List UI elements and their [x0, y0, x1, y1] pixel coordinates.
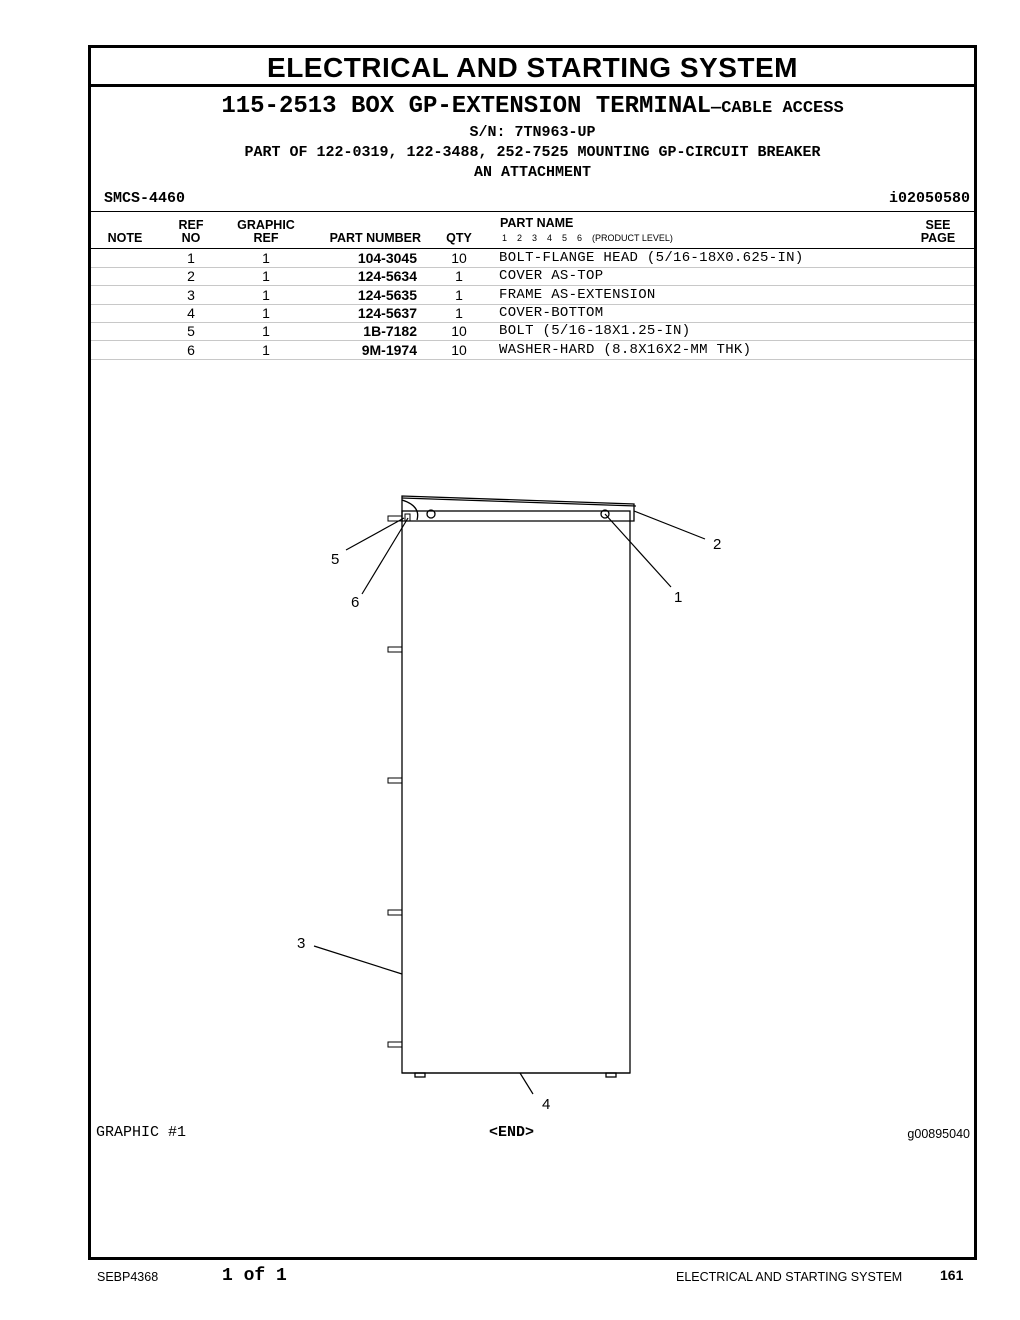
col-qty: QTY — [446, 231, 472, 245]
col-part-number: PART NUMBER — [329, 231, 421, 245]
graphic-ref: 1 — [262, 323, 270, 340]
quantity: 1 — [455, 286, 463, 303]
part-of-line: PART OF 122-0319, 122-3488, 252-7525 MOUNTING GP-CIRCUIT BREAKER — [244, 144, 821, 161]
col-see-line1: SEE — [925, 218, 951, 232]
footer-page-number: 161 — [940, 1267, 964, 1283]
part-name: COVER AS-TOP — [499, 268, 604, 285]
callout-labels — [297, 536, 721, 1113]
ref-no: 2 — [187, 268, 195, 285]
page-frame — [88, 45, 977, 1260]
end-marker: <END> — [489, 1124, 535, 1141]
part-number: 9M-1974 — [361, 341, 417, 358]
part-number: 104-3045 — [357, 250, 417, 266]
graphic-ref: 1 — [262, 268, 270, 285]
ref-no: 5 — [187, 323, 195, 340]
part-number: 1B-7182 — [363, 323, 417, 340]
ref-no: 6 — [187, 341, 195, 358]
footer-page-count: 1 of 1 — [222, 1266, 287, 1286]
col-note: NOTE — [107, 231, 143, 245]
part-name: BOLT (5/16-18X1.25-IN) — [499, 323, 691, 340]
attachment-line: AN ATTACHMENT — [473, 164, 592, 181]
serial-number: S/N: 7TN963-UP — [469, 124, 596, 141]
top-cover — [402, 496, 636, 521]
callout-5: 5 — [331, 551, 340, 568]
quantity: 10 — [451, 323, 467, 340]
quantity: 10 — [451, 250, 467, 266]
bolt-washer-assembly — [388, 514, 410, 1047]
graphic-ref: 1 — [262, 250, 270, 266]
group-suffix: —CABLE ACCESS — [711, 99, 844, 118]
footer-section: ELECTRICAL AND STARTING SYSTEM — [676, 1270, 903, 1284]
part-number: 124-5634 — [357, 268, 417, 285]
callout-3: 3 — [297, 935, 306, 952]
part-name: BOLT-FLANGE HEAD (5/16-18X0.625-IN) — [499, 250, 804, 266]
ref-no: 3 — [187, 286, 195, 303]
callout-1: 1 — [674, 589, 683, 606]
callout-4: 4 — [542, 1096, 551, 1113]
graphic-label: GRAPHIC #1 — [96, 1124, 187, 1141]
footer-document-number: SEBP4368 — [97, 1270, 159, 1284]
graphic-ref: 1 — [262, 304, 270, 321]
part-number: 124-5637 — [357, 304, 417, 321]
group-number: 115-2513 — [221, 93, 337, 120]
col-part-name: PART NAME — [500, 216, 574, 230]
col-see-line2: PAGE — [920, 231, 956, 245]
page-title: ELECTRICAL AND STARTING SYSTEM — [91, 48, 974, 87]
group-name: BOX GP-EXTENSION TERMINAL — [350, 93, 712, 120]
col-product-levels: 1 2 3 4 5 6 (PRODUCT LEVEL) — [502, 233, 673, 243]
graphic-ref: 1 — [262, 286, 270, 303]
bottom-cover — [402, 1073, 630, 1077]
leader-lines — [314, 511, 705, 1094]
callout-2: 2 — [713, 536, 722, 553]
graphic-id: g00895040 — [907, 1127, 970, 1141]
part-name: COVER-BOTTOM — [499, 304, 604, 321]
frame-extension — [402, 511, 630, 1073]
callout-6: 6 — [351, 594, 360, 611]
info-id: i02050580 — [888, 190, 970, 207]
exploded-view-drawing — [91, 48, 974, 1257]
quantity: 1 — [455, 304, 463, 321]
col-graphic-line2: REF — [253, 231, 279, 245]
col-ref-line2: NO — [181, 231, 201, 245]
smcs-code: SMCS-4460 — [104, 190, 186, 207]
part-name: WASHER-HARD (8.8X16X2-MM THK) — [499, 341, 752, 358]
graphic-ref: 1 — [262, 341, 270, 358]
quantity: 1 — [455, 268, 463, 285]
quantity: 10 — [451, 341, 467, 358]
col-graphic-line1: GRAPHIC — [237, 218, 295, 232]
part-number: 124-5635 — [357, 286, 417, 303]
ref-no: 1 — [187, 250, 195, 266]
ref-no: 4 — [187, 304, 195, 321]
part-name: FRAME AS-EXTENSION — [499, 286, 656, 303]
col-ref-line1: REF — [178, 218, 204, 232]
